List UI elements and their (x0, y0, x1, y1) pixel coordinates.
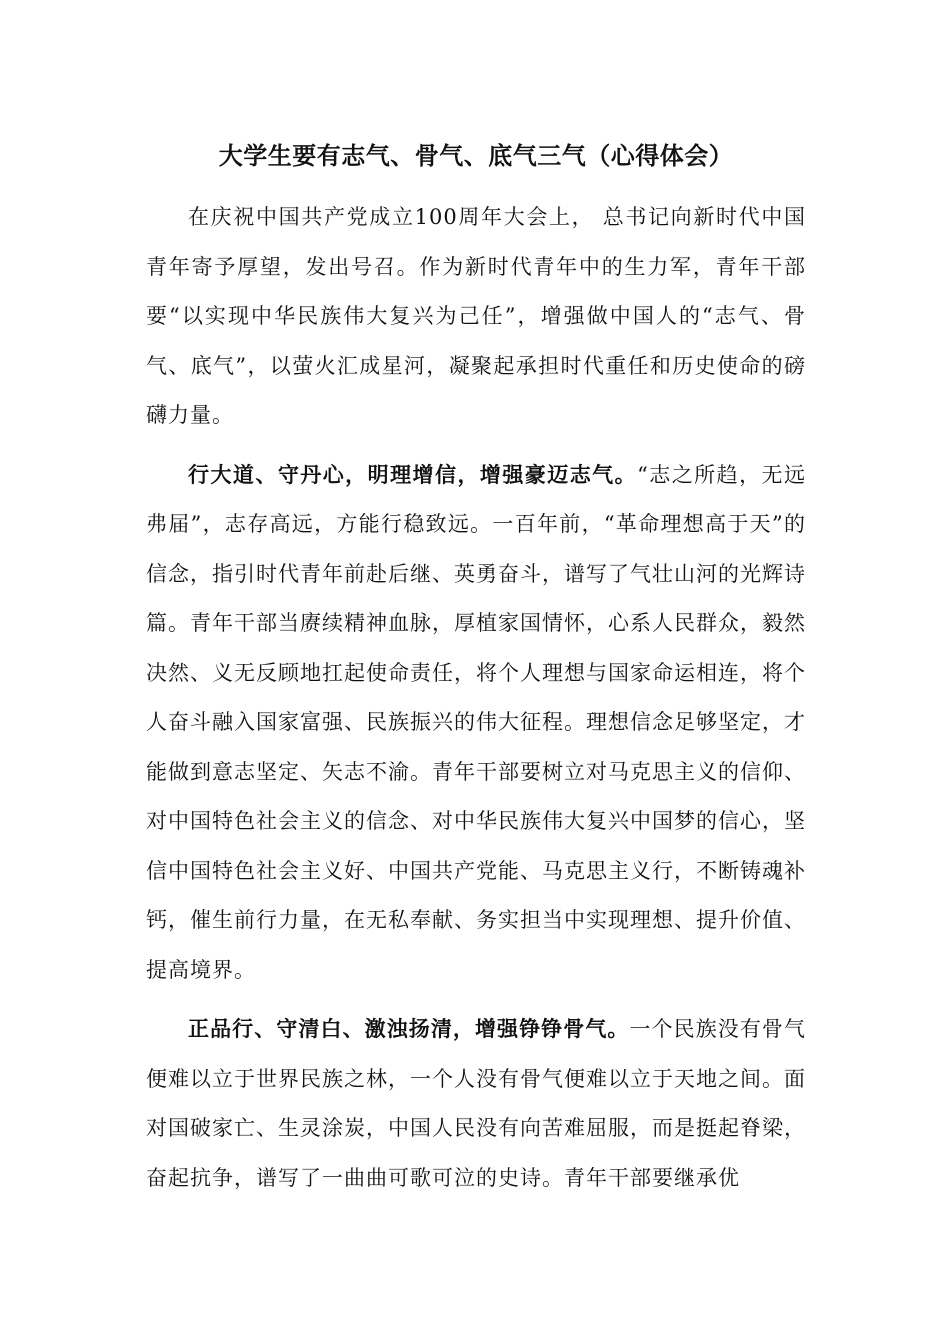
paragraph-text: 在庆祝中国共产党成立100周年大会上， 总书记向新时代中国青年寄予厚望，发出号召。作为新时代青年中的生力军，青年干部要“以实现中华民族伟大复兴为己任”，增强做中国人的“志气、骨气、底气”，以萤火汇成星河，凝聚起承担时代重任和历史使命的磅礴力量。 (146, 205, 806, 427)
paragraph-intro (146, 192, 806, 441)
paragraph-lead: 正品行、守清白、激浊扬清，增强铮铮骨气。 (188, 1016, 630, 1041)
document-title: 大学生要有志气、骨气、底气三气（心得体会） (218, 141, 734, 170)
paragraph-text: 一个民族没有骨气便难以立于世界民族之林，一个人没有骨气便难以立于天地之间。面对国破家亡、生灵涂炭，中国人民没有向苦难屈服，而是挺起脊梁，奋起抗争，谱写了一曲曲可歌可泣的史诗。青年干部要继承优 (146, 1017, 807, 1190)
document-page (146, 120, 806, 1203)
paragraph-ambition (146, 450, 806, 996)
paragraph-lead: 行大道、守丹心，明理增信，增强豪迈志气。 (188, 461, 638, 487)
paragraph-text: “志之所趋，无远弗届”，志存高远，方能行稳致远。一百年前，“革命理想高于天”的信念，指引时代青年前赴后继、英勇奋斗，谱写了气壮山河的光辉诗篇。青年干部当赓续精神血脉，厚植家国情怀，心系人民群众，毅然决然、义无反顾地扛起使命责任，将个人理想与国家命运相连，将个人奋斗融入国家富强、民族振兴的伟大征程。理想信念足够坚定，才能做到意志坚定、矢志不渝。青年干部要树立对马克思主义的信仰、对中国特色社会主义的信念、对中华民族伟大复兴中国梦的信心，坚信中国特色社会主义好、中国共产党能、马克思主义行，不断铸魂补钙，催生前行力量，在无私奉献、务实担当中实现理想、提升价值、提高境界。 (146, 462, 806, 982)
paragraph-backbone (146, 1004, 806, 1203)
